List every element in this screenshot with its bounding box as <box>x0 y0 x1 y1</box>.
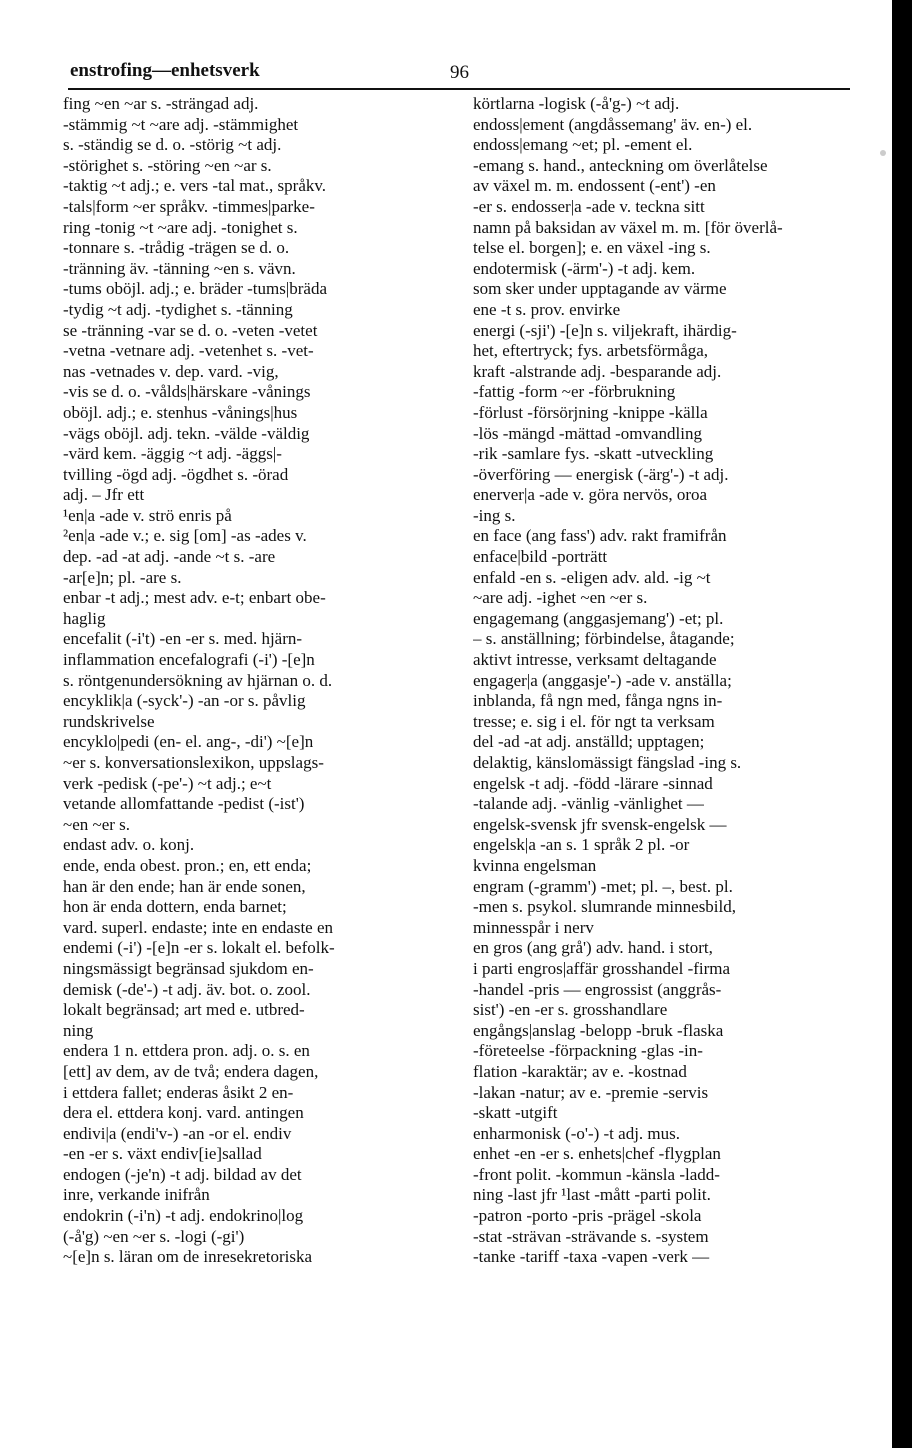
dictionary-line: -vetna -vetnare adj. -vetenhet s. -vet- <box>63 341 314 361</box>
dictionary-line: enface|bild -porträtt <box>473 547 608 567</box>
dictionary-line: i parti engros|affär grosshandel -firma <box>473 958 731 978</box>
dictionary-line: fing ~en ~ar s. -strängad adj. <box>63 94 259 113</box>
left-column <box>63 94 441 1324</box>
dictionary-line: -störighet s. -störing ~en ~ar s. <box>63 155 272 175</box>
dictionary-line: som sker under upptagande av värme <box>473 279 727 299</box>
dictionary-line: -fattig -form ~er -förbrukning <box>473 382 676 402</box>
dictionary-line: engager|a (anggasje'-) -ade v. anställa; <box>473 670 732 690</box>
dictionary-line: engångs|anslag -belopp -bruk -flaska <box>473 1020 724 1040</box>
dictionary-line: -tanke -tariff -taxa -vapen -verk — <box>473 1247 710 1267</box>
dictionary-line: inflammation encefalografi (-i') -[e]n <box>63 650 315 670</box>
dictionary-line: encyklik|a (-syck'-) -an -or s. påvlig <box>63 691 306 711</box>
dictionary-line: enbar -t adj.; mest adv. e-t; enbart obe- <box>63 588 326 608</box>
dictionary-line: energi (-sji') -[e]n s. viljekraft, ihärdig- <box>473 320 737 340</box>
dictionary-line: engelsk|a -an s. 1 språk 2 pl. -or <box>473 835 690 855</box>
dictionary-line: ning -last jfr ¹last -mått -parti polit. <box>473 1185 711 1205</box>
dictionary-line: encyklo|pedi (en- el. ang-, -di') ~[e]n <box>63 732 314 752</box>
dictionary-line: adj. – Jfr ett <box>63 485 145 505</box>
dictionary-line: endast adv. o. konj. <box>63 835 195 855</box>
dictionary-line: -tydig ~t adj. -tydighet s. -tänning <box>63 299 293 319</box>
right-column <box>473 94 851 1324</box>
dictionary-line: ~are adj. -ighet ~en ~er s. <box>473 588 648 608</box>
dictionary-line: -skatt -utgift <box>473 1103 558 1123</box>
dictionary-line: -taktig ~t adj.; e. vers -tal mat., språkv. <box>63 176 327 196</box>
dictionary-line: -värd kem. -äggig ~t adj. -äggs|- <box>63 444 282 464</box>
dictionary-line: -tränning äv. -tänning ~en s. vävn. <box>63 258 296 278</box>
dictionary-line: endera 1 n. ettdera pron. adj. o. s. en <box>63 1041 310 1061</box>
dictionary-line: vetande allomfattande -pedist (-ist') <box>63 794 305 814</box>
dictionary-line: -lakan -natur; av e. -premie -servis <box>473 1082 709 1102</box>
dictionary-line: oböjl. adj.; e. stenhus -vånings|hus <box>63 402 298 422</box>
dictionary-line: endivi|a (endi'v-) -an -or el. endiv <box>63 1123 292 1143</box>
scan-speck <box>880 150 886 156</box>
dictionary-line: flation -karaktär; av e. -kostnad <box>473 1061 687 1081</box>
dictionary-line: – s. anställning; förbindelse, åtagande; <box>473 629 735 649</box>
dictionary-line: delaktig, känslomässigt fängslad -ing s. <box>473 753 742 772</box>
dictionary-line: i ettdera fallet; enderas åsikt 2 en- <box>63 1082 294 1102</box>
dictionary-line: telse el. borgen]; e. en växel -ing s. <box>473 238 711 258</box>
dictionary-line: ningsmässigt begränsad sjukdom en- <box>63 958 314 978</box>
dictionary-line: (-å'g) ~en ~er s. -logi (-gi') <box>63 1226 245 1246</box>
dictionary-line: namn på baksidan av växel m. m. [för överlå- <box>473 217 783 237</box>
dictionary-line: inblanda, få ngn med, fånga ngns in- <box>473 691 723 711</box>
dictionary-line: -vägs oböjl. adj. tekn. -välde -väldig <box>63 423 310 443</box>
dictionary-line: -rik -samlare fys. -skatt -utveckling <box>473 444 714 464</box>
dictionary-line: -er s. endosser|a -ade v. teckna sitt <box>473 196 705 216</box>
dictionary-line: enharmonisk (-o'-) -t adj. mus. <box>473 1123 681 1143</box>
dictionary-line: nas -vetnades v. dep. vard. -vig, <box>63 361 279 381</box>
dictionary-line: -men s. psykol. slumrande minnesbild, <box>473 897 737 917</box>
dictionary-line: ²en|a -ade v.; e. sig [om] -as -ades v. <box>63 526 307 546</box>
dictionary-line: engram (-gramm') -met; pl. –, best. pl. <box>473 876 733 896</box>
dictionary-line: hon är enda dottern, enda barnet; <box>63 897 287 917</box>
dictionary-line: verk -pedisk (-pe'-) ~t adj.; e~t <box>63 773 272 793</box>
dictionary-line: en gros (ang grå') adv. hand. i stort, <box>473 938 713 958</box>
dictionary-line: -stämmig ~t ~are adj. -stämmighet <box>63 114 299 134</box>
dictionary-line: enfald -en s. -eligen adv. ald. -ig ~t <box>473 567 711 587</box>
dictionary-line: tresse; e. sig i el. för ngt ta verksam <box>473 711 715 731</box>
page-number: 96 <box>450 62 469 83</box>
dictionary-line: endemi (-i') -[e]n -er s. lokalt el. befolk- <box>63 938 335 958</box>
dictionary-line: -talande adj. -vänlig -vänlighet — <box>473 794 704 814</box>
dictionary-line: ¹en|a -ade v. strö enris på <box>63 505 232 525</box>
dictionary-line: enerver|a -ade v. göra nervös, oroa <box>473 485 708 505</box>
dictionary-line: inre, verkande inifrån <box>63 1185 210 1205</box>
dictionary-line: vard. superl. endaste; inte en endaste en <box>63 917 334 937</box>
dictionary-line: ene -t s. prov. envirke <box>473 299 621 319</box>
dictionary-line: [ett] av dem, av de två; endera dagen, <box>63 1061 319 1081</box>
dictionary-line: tvilling -ögd adj. -ögdhet s. -örad <box>63 464 289 484</box>
dictionary-line: s. röntgenundersökning av hjärnan o. d. <box>63 670 333 690</box>
header-rule <box>68 88 850 90</box>
dictionary-line: -vis se d. o. -vålds|härskare -vånings <box>63 382 311 402</box>
dictionary-line: engelsk -t adj. -född -lärare -sinnad <box>473 773 713 793</box>
dictionary-line: -en -er s. växt endiv[ie]sallad <box>63 1144 262 1164</box>
dictionary-line: lokalt begränsad; art med e. utbred- <box>63 1000 305 1020</box>
dictionary-line: haglig <box>63 608 106 628</box>
dictionary-line: -tals|form ~er språkv. -timmes|parke- <box>63 196 315 216</box>
dictionary-line: dera el. ettdera konj. vard. antingen <box>63 1103 304 1123</box>
dictionary-line: ~[e]n s. läran om de inresekretoriska <box>63 1247 312 1267</box>
dictionary-line: -front polit. -kommun -känsla -ladd- <box>473 1164 720 1184</box>
dictionary-line: en face (ang fass') adv. rakt framifrån <box>473 526 727 546</box>
dictionary-line: enhet -en -er s. enhets|chef -flygplan <box>473 1144 721 1164</box>
dictionary-line: del -ad -at adj. anställd; upptagen; <box>473 732 705 752</box>
dictionary-line: -tums oböjl. adj.; e. bräder -tums|bräda <box>63 279 327 299</box>
dictionary-line: ~er s. konversationslexikon, uppslags- <box>63 753 324 772</box>
dictionary-line: -stat -strävan -strävande s. -system <box>473 1226 709 1246</box>
dictionary-line: endokrin (-i'n) -t adj. endokrino|log <box>63 1206 304 1226</box>
dictionary-line: demisk (-de'-) -t adj. äv. bot. o. zool. <box>63 979 311 999</box>
dictionary-line: sist') -en -er s. grosshandlare <box>473 1000 668 1020</box>
dictionary-line: endoss|ement (angdåssemang' äv. en-) el. <box>473 114 753 134</box>
dictionary-line: han är den ende; han är ende sonen, <box>63 876 306 896</box>
dictionary-line: s. -ständig se d. o. -störig ~t adj. <box>63 135 282 155</box>
dictionary-line: het, eftertryck; fys. arbetsförmåga, <box>473 341 709 361</box>
dictionary-line: -emang s. hand., anteckning om överlåtelse <box>473 155 768 175</box>
dictionary-line: av växel m. m. endossent (-ent') -en <box>473 176 716 196</box>
dictionary-line: ring -tonig ~t ~are adj. -tonighet s. <box>63 217 298 237</box>
dictionary-line: -förlust -försörjning -knippe -källa <box>473 402 708 422</box>
dictionary-line: endoss|emang ~et; pl. -ement el. <box>473 135 693 155</box>
dictionary-line: ende, enda obest. pron.; en, ett enda; <box>63 855 312 875</box>
dictionary-line: engelsk-svensk jfr svensk-engelsk — <box>473 814 727 834</box>
dictionary-line: minnesspår i nerv <box>473 917 594 937</box>
dictionary-line: -handel -pris — engrossist (anggrås- <box>473 979 722 999</box>
running-head: enstrofing—enhetsverk <box>70 60 260 81</box>
dictionary-line: -ar[e]n; pl. -are s. <box>63 567 182 587</box>
dictionary-line: aktivt intresse, verksamt deltagande <box>473 650 717 670</box>
dictionary-line: -tonnare s. -trådig -trägen se d. o. <box>63 238 290 258</box>
dictionary-line: körtlarna -logisk (-å'g-) ~t adj. <box>473 94 680 113</box>
dictionary-line: kvinna engelsman <box>473 855 597 875</box>
dictionary-line: -ing s. <box>473 505 516 525</box>
dictionary-line: rundskrivelse <box>63 711 155 731</box>
dictionary-line: se -tränning -var se d. o. -veten -vetet <box>63 320 318 340</box>
dictionary-line: endotermisk (-ärm'-) -t adj. kem. <box>473 258 696 278</box>
scan-border <box>892 0 912 1448</box>
dictionary-line: kraft -alstrande adj. -besparande adj. <box>473 361 722 381</box>
dictionary-line: encefalit (-i't) -en -er s. med. hjärn- <box>63 629 303 649</box>
dictionary-line: -företeelse -förpackning -glas -in- <box>473 1041 703 1061</box>
dictionary-line: engagemang (anggasjemang') -et; pl. <box>473 608 724 628</box>
dictionary-line: ~en ~er s. <box>63 814 131 834</box>
dictionary-line: -överföring — energisk (-ärg'-) -t adj. <box>473 464 729 484</box>
dictionary-line: -patron -porto -pris -prägel -skola <box>473 1206 702 1226</box>
dictionary-line: endogen (-je'n) -t adj. bildad av det <box>63 1164 302 1184</box>
dictionary-line: dep. -ad -at adj. -ande ~t s. -are <box>63 547 276 567</box>
dictionary-line: -lös -mängd -mättad -omvandling <box>473 423 702 443</box>
dictionary-line: ning <box>63 1020 94 1040</box>
